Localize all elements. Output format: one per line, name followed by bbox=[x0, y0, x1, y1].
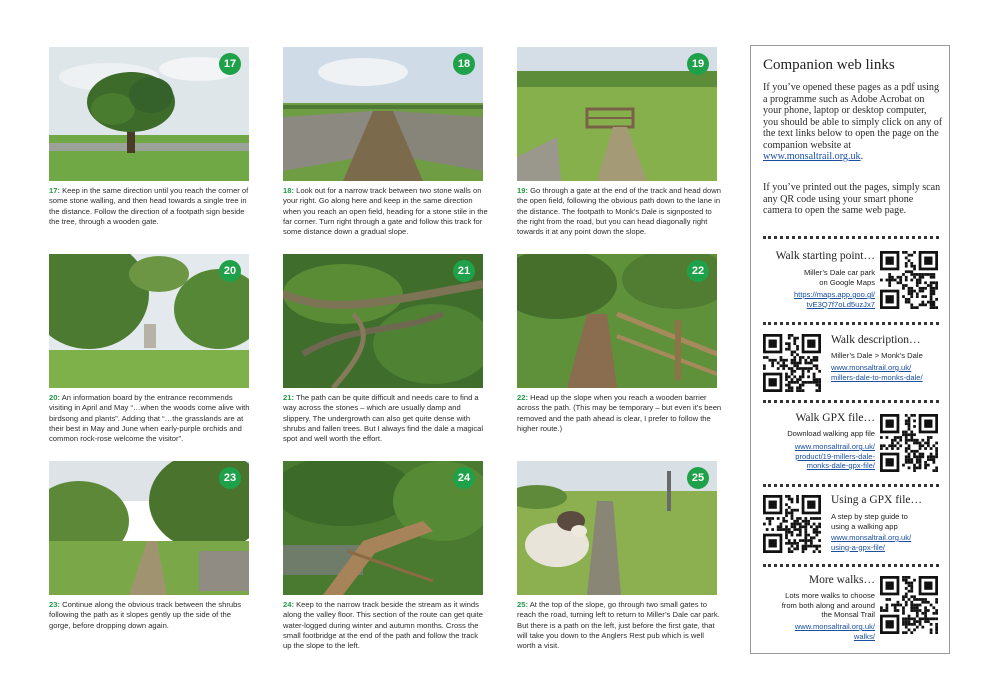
gpx-file-title: Walk GPX file… bbox=[795, 412, 875, 424]
step-text: Look out for a narrow track between two stone walls on your right. Go along here and keep in the same direction when you reach an open field, heading for a stone stile in the far corner. Turn right through a gate and follow this track for some distance down a gradual slope. bbox=[283, 186, 488, 237]
step-badge: 24 bbox=[453, 467, 475, 489]
panel-title: Companion web links bbox=[763, 57, 895, 73]
divider bbox=[763, 564, 939, 567]
step-badge: 17 bbox=[219, 53, 241, 75]
photo-step-22 bbox=[517, 254, 717, 388]
step-caption-22: 22: Head up the slope when you reach a wooden barrier across the path. (This may be temporary – but even it’s been removed and the path ahead is clear, I prefer to follow the higher route.) bbox=[517, 393, 722, 433]
step-number: 25 bbox=[517, 600, 526, 609]
walk-description-title: Walk description… bbox=[831, 334, 921, 346]
using-gpx-link[interactable]: www.monsaltrail.org.uk/ using-a-gpx-file/ bbox=[831, 533, 912, 552]
step-caption-21: 21: The path can be quite difficult and needs care to find a way across the stones – which are usually damp and slippery. The undergrowth can also get quite dense with shrubs and fallen trees. But I always find the dale a magical spot and well worth the effort. bbox=[283, 393, 484, 444]
qr-code-walk-start bbox=[880, 251, 938, 309]
step-badge: 19 bbox=[687, 53, 709, 75]
using-gpx-title: Using a GPX file… bbox=[831, 494, 923, 506]
divider bbox=[763, 484, 939, 487]
photo-step-20 bbox=[49, 254, 249, 388]
step-number: 23 bbox=[49, 600, 58, 609]
step-number: 18 bbox=[283, 186, 292, 195]
step-text: Keep in the same direction until you reach the corner of some stone walling, and then head towards a single tree in the distance. Follow the direction of a footpath sign beside the tree, through a wooden gate. bbox=[49, 186, 249, 226]
photo-step-25 bbox=[517, 461, 717, 595]
photo-step-24 bbox=[283, 461, 483, 595]
more-walks-title: More walks… bbox=[808, 574, 875, 586]
divider bbox=[763, 322, 939, 325]
print-paragraph: If you’ve printed out the pages, simply scan any QR code using your smart phone camera to open the same web page. bbox=[763, 182, 941, 216]
more-walks-link[interactable]: www.monsaltrail.org.uk/ walks/ bbox=[794, 622, 875, 641]
step-text: Go through a gate at the end of the track and head down the open field, following the obvious path down to the lane in the distance. The footpath to Monk’s Dale is signposted to the right from the road, but you can head diagonally right towards it at any point down the slope. bbox=[517, 186, 721, 237]
step-badge: 22 bbox=[687, 260, 709, 282]
step-number: 17 bbox=[49, 186, 58, 195]
qr-code-more-walks bbox=[880, 576, 938, 634]
photo-step-23 bbox=[49, 461, 249, 595]
qr-code-walk-description bbox=[763, 334, 821, 392]
step-badge: 21 bbox=[453, 260, 475, 282]
step-badge: 18 bbox=[453, 53, 475, 75]
step-badge: 25 bbox=[687, 467, 709, 489]
step-text: Head up the slope when you reach a wooden barrier across the path. (This may be temporary – but even it’s been removed and the path ahead is clear, I prefer to follow the higher route.) bbox=[517, 393, 722, 433]
using-gpx-desc: A step by step guide to using a walking app bbox=[831, 512, 908, 531]
step-caption-25: 25: At the top of the slope, go through two small gates to reach the road, turning left to return to Miller’s Dale car park. But there is a path on the left, just before the first gate, that will take you down to the Anglers Rest pub which is well worth a visit. bbox=[517, 600, 720, 651]
step-text: The path can be quite difficult and needs care to find a way across the stones – which are usually damp and slippery. The undergrowth can also get quite dense with shrubs and fallen trees. But I always find the dale a magical spot and well worth the effort. bbox=[283, 393, 484, 444]
more-walks-desc: Lots more walks to choose from both along and around the Monsal Trail bbox=[781, 591, 875, 619]
step-number: 21 bbox=[283, 393, 292, 402]
intro-paragraph: If you’ve opened these pages as a pdf using a programme such as Adobe Acrobat on your phone, laptop or desktop computer, you should be able to simply click on any of the text links below to open the page on the companion website at www.monsaltrail.org.uk. bbox=[763, 82, 943, 162]
photo-step-19 bbox=[517, 47, 717, 181]
walk-start-link[interactable]: https://maps.app.goo.gl/ tvE3Q7f7oLd5uzJx7 bbox=[793, 290, 875, 309]
divider bbox=[763, 400, 939, 403]
step-number: 24 bbox=[283, 600, 292, 609]
divider bbox=[763, 236, 939, 239]
website-link[interactable]: www.monsaltrail.org.uk bbox=[763, 151, 861, 162]
step-text: Keep to the narrow track beside the stream as it winds along the valley floor. This section of the route can get quite water-logged during winter and autumn months. Cross the small footbridge at the end of the path and follow the track up the slope to the left. bbox=[283, 600, 483, 651]
step-text: Continue along the obvious track between the shrubs following the path as it slopes gently up the side of the gorge, before dropping down again. bbox=[49, 600, 242, 630]
step-text: At the top of the slope, go through two small gates to reach the road, turning left to return to Miller’s Dale car park. But there is a path on the left, just before the first gate, that will take you down to the Anglers Rest pub which is well worth a visit. bbox=[517, 600, 720, 651]
photo-step-18 bbox=[283, 47, 483, 181]
walk-start-desc: Miller’s Dale car park on Google Maps bbox=[803, 268, 875, 287]
step-badge: 23 bbox=[219, 467, 241, 489]
gpx-file-desc: Download walking app file bbox=[787, 429, 875, 438]
step-caption-19: 19: Go through a gate at the end of the track and head down the open field, following the obvious path down to the lane in the distance. The footpath to Monk’s Dale is signposted to the right from the road, but you can head diagonally right towards it at any point down the slope. bbox=[517, 186, 721, 237]
walk-description-link[interactable]: www.monsaltrail.org.uk/ millers-dale-to-monks-dale/ bbox=[831, 363, 923, 382]
qr-code-gpx-file bbox=[880, 414, 938, 472]
walk-start-title: Walk starting point… bbox=[775, 250, 875, 262]
photo-step-21 bbox=[283, 254, 483, 388]
step-caption-24: 24: Keep to the narrow track beside the stream as it winds along the valley floor. This section of the route can get quite water-logged during winter and autumn months. Cross the small footbridge at the end of the path and follow the track up the slope to the left. bbox=[283, 600, 483, 651]
walk-description-desc: Miller’s Dale > Monk’s Dale bbox=[831, 351, 923, 360]
step-text: An information board by the entrance recommends visiting in April and May “…when the woods come alive with birdsong and plants”. Adding that “…the grasslands are at their best in May and June when early-purple orchids and common rock-rose welcome the visitor”. bbox=[49, 393, 250, 444]
step-number: 19 bbox=[517, 186, 526, 195]
step-number: 22 bbox=[517, 393, 526, 402]
qr-code-using-gpx bbox=[763, 495, 821, 553]
step-caption-18: 18: Look out for a narrow track between two stone walls on your right. Go along here and keep in the same direction when you reach an open field, heading for a stone stile in the far corner. Turn right through a gate and follow this track for some distance down a gradual slope. bbox=[283, 186, 488, 237]
photo-step-17 bbox=[49, 47, 249, 181]
step-badge: 20 bbox=[219, 260, 241, 282]
companion-links-panel bbox=[750, 45, 950, 654]
step-caption-17: 17: Keep in the same direction until you reach the corner of some stone walling, and then head towards a single tree in the distance. Follow the direction of a footpath sign beside the tree, through a wooden gate. bbox=[49, 186, 249, 226]
gpx-file-link[interactable]: www.monsaltrail.org.uk/ product/19-millers-dale- monks-dale-gpx-file/ bbox=[794, 442, 875, 470]
step-caption-20: 20: An information board by the entrance recommends visiting in April and May “…when the woods come alive with birdsong and plants”. Adding that “…the grasslands are at their best in May and June when early-purple orchids and common rock-rose welcome the visitor”. bbox=[49, 393, 250, 444]
step-number: 20 bbox=[49, 393, 58, 402]
step-caption-23: 23: Continue along the obvious track between the shrubs following the path as it slopes gently up the side of the gorge, before dropping down again. bbox=[49, 600, 242, 630]
